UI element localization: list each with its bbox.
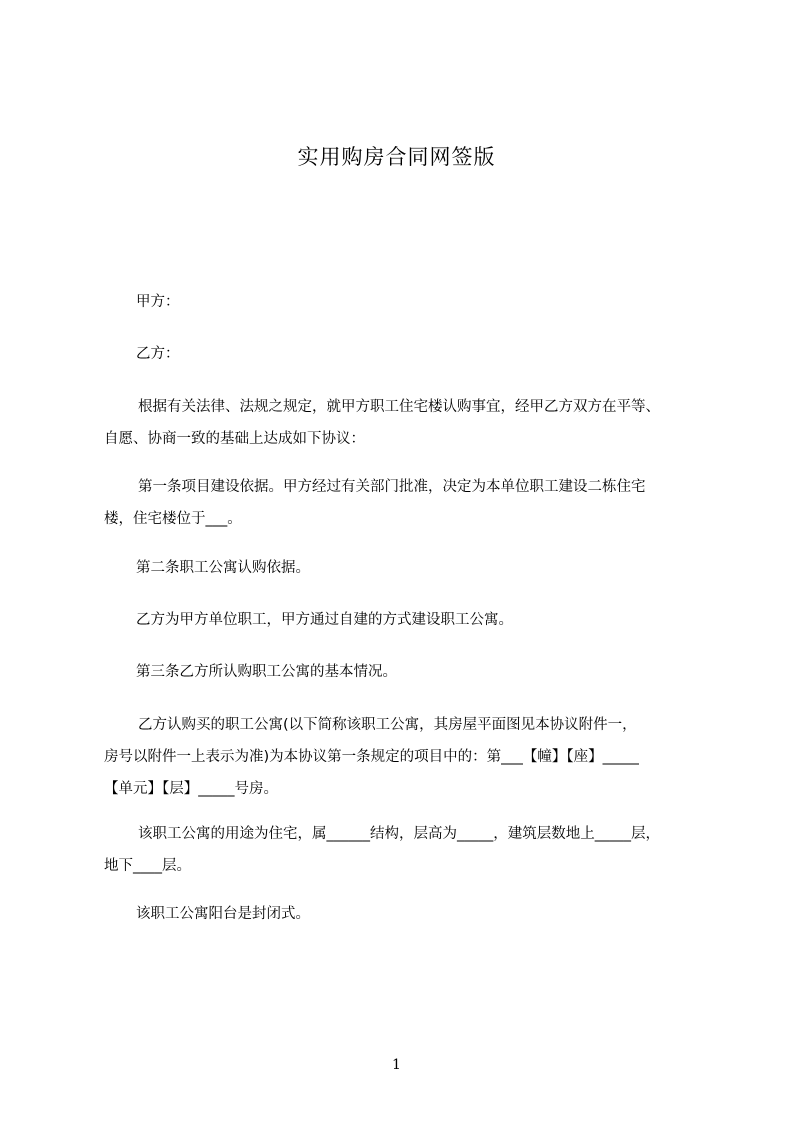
party-b-label xyxy=(104,338,714,370)
intro-paragraph xyxy=(104,391,714,455)
intro-line-1: 根据有关法律、法规之规定，就甲方职工住宅楼认购事宜，经甲乙方双方在平等、 xyxy=(138,399,660,415)
article-1-line-1: 第一条项目建设依据。甲方经过有关部门批准，决定为本单位职工建设二栋住宅 xyxy=(138,479,646,495)
article-3-line-2: 房号以附件一上表示为准)为本协议第一条规定的项目中的：第___【幢】【座】_____ xyxy=(104,749,639,765)
party-a-label xyxy=(104,286,714,318)
balcony-paragraph xyxy=(104,898,714,930)
article-3-paragraph xyxy=(104,709,714,805)
article-1-line-2: 楼，住宅楼位于___。 xyxy=(104,511,242,527)
article-2-heading xyxy=(104,552,714,584)
article-2-body-text: 乙方为甲方单位职工，甲方通过自建的方式建设职工公寓。 xyxy=(136,612,513,628)
party-a-text: 甲方： xyxy=(136,294,180,310)
page-title: 实用购房合同网签版 xyxy=(297,145,496,169)
balcony-text: 该职工公寓阳台是封闭式。 xyxy=(136,906,310,922)
article-2-text: 第二条职工公寓认购依据。 xyxy=(136,560,310,576)
article-3-text: 第三条乙方所认购职工公寓的基本情况。 xyxy=(136,664,397,680)
article-2-body xyxy=(104,604,714,636)
party-b-text: 乙方： xyxy=(136,346,180,362)
intro-line-2: 自愿、协商一致的基础上达成如下协议： xyxy=(104,431,365,447)
usage-paragraph xyxy=(104,818,714,882)
article-1-paragraph xyxy=(104,471,714,535)
article-3-heading xyxy=(104,656,714,688)
page-number: 1 xyxy=(392,1057,401,1073)
usage-line-1: 该职工公寓的用途为住宅，属______结构，层高为_____，建筑层数地上_____层， xyxy=(138,826,660,842)
article-3-line-1: 乙方认购买的职工公寓(以下简称该职工公寓，其房屋平面图见本协议附件一， xyxy=(138,717,637,733)
article-3-line-3: 【单元】【层】_____号房。 xyxy=(104,781,278,797)
usage-line-2: 地下____层。 xyxy=(104,858,191,874)
